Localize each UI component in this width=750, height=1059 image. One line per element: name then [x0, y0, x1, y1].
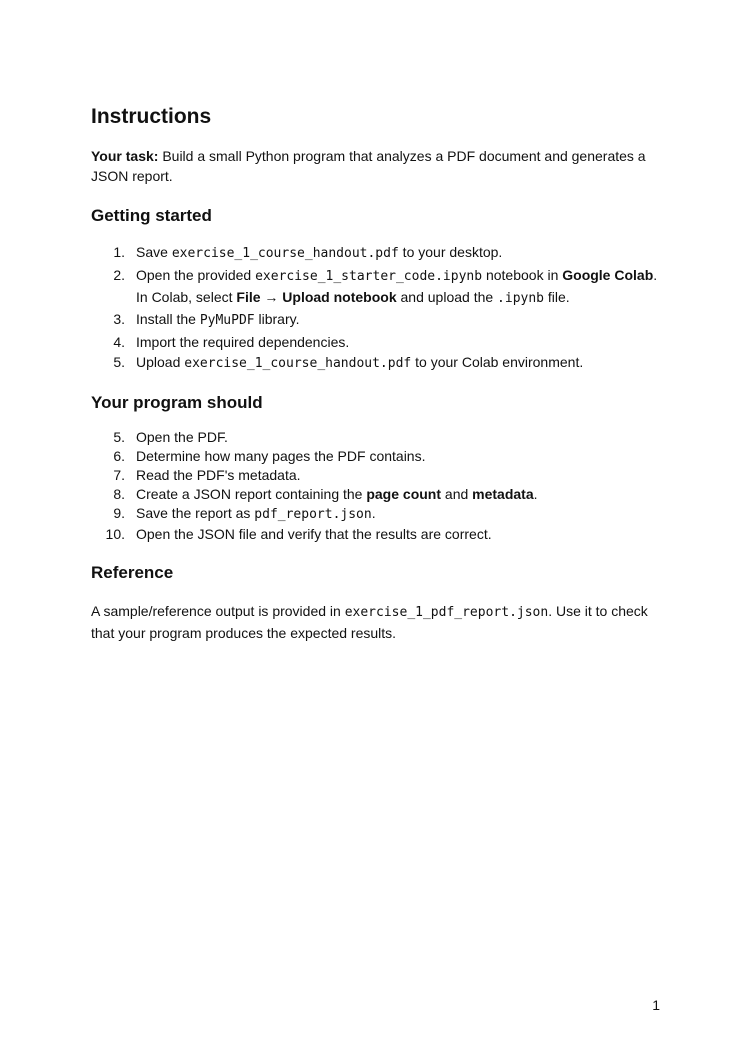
list-number: 9. — [113, 504, 125, 521]
item-text: Upload — [136, 354, 185, 370]
list-item — [91, 525, 666, 543]
getting-started-list — [91, 242, 666, 374]
list-number: 8. — [113, 485, 125, 502]
bold-text: metadata — [472, 485, 534, 502]
item-text: Open the provided — [136, 266, 256, 283]
item-text: Import the required dependencies. — [136, 333, 350, 350]
extension-code: .ipynb — [497, 290, 545, 306]
filename-code: exercise_1_pdf_report.json — [344, 604, 549, 620]
list-number: 6. — [113, 447, 125, 464]
reference-text — [91, 601, 666, 643]
bold-text: File → Upload notebook — [236, 288, 397, 305]
item-text: to your desktop. — [398, 244, 503, 260]
task-label: Your task: — [91, 148, 159, 164]
filename-code: pdf_report.json — [254, 506, 372, 522]
bold-text: Google Colab — [562, 266, 654, 283]
item-text: to your Colab environment. — [411, 354, 584, 370]
list-number: 2. — [113, 266, 125, 283]
item-text: Install the — [136, 311, 200, 327]
list-item — [91, 504, 666, 524]
bold-text: page count — [366, 485, 442, 502]
list-item — [91, 485, 666, 503]
task-text: Build a small Python program that analyzes a PDF document and generates a JSON report. — [91, 148, 646, 184]
list-item — [91, 309, 666, 331]
item-text: Open the PDF. — [136, 429, 228, 445]
list-item — [91, 447, 666, 465]
item-text: library. — [254, 311, 300, 327]
list-number: 10. — [105, 525, 125, 542]
item-text: Read the PDF's metadata. — [136, 466, 301, 483]
item-text: Save the report as — [136, 504, 255, 521]
item-text: and upload the — [396, 288, 498, 305]
list-item — [91, 428, 666, 446]
list-item — [91, 332, 666, 352]
item-text: Create a JSON report containing the — [136, 485, 367, 502]
reference-text-part: . Use it to check that your program produces the expected results. — [91, 602, 648, 641]
document-content — [91, 100, 666, 643]
item-text: . In Colab, select — [136, 266, 658, 305]
item-text: . — [533, 485, 538, 502]
list-number: 4. — [113, 333, 125, 350]
list-number: 3. — [113, 311, 125, 327]
item-text: Determine how many pages the PDF contains. — [136, 447, 426, 464]
filename-code: exercise_1_course_handout.pdf — [171, 246, 399, 261]
item-text: Open the JSON file and verify that the results are correct. — [136, 525, 492, 542]
program-heading: Your program should — [91, 393, 263, 412]
page-number: 1 — [652, 997, 660, 1013]
reference-heading: Reference — [91, 562, 174, 582]
library-code: PyMuPDF — [199, 313, 255, 328]
page-title: Instructions — [91, 105, 212, 128]
program-list — [91, 428, 666, 543]
item-text: notebook in — [482, 266, 563, 283]
reference-text-part: A sample/reference output is provided in — [91, 602, 345, 619]
filename-code: exercise_1_starter_code.ipynb — [255, 268, 483, 284]
item-text: Save — [136, 244, 172, 260]
list-item — [91, 265, 666, 309]
item-text: and — [441, 485, 473, 502]
list-number: 7. — [113, 466, 125, 483]
list-number: 1. — [113, 244, 125, 260]
item-text: file. — [544, 288, 570, 305]
filename-code: exercise_1_course_handout.pdf — [184, 356, 412, 371]
task-intro — [91, 146, 666, 186]
list-item — [91, 352, 666, 374]
item-text: . — [371, 504, 376, 521]
getting-started-heading: Getting started — [91, 206, 212, 225]
list-number: 5. — [113, 429, 125, 445]
list-item — [91, 242, 666, 264]
list-number: 5. — [113, 354, 125, 370]
list-item — [91, 466, 666, 484]
